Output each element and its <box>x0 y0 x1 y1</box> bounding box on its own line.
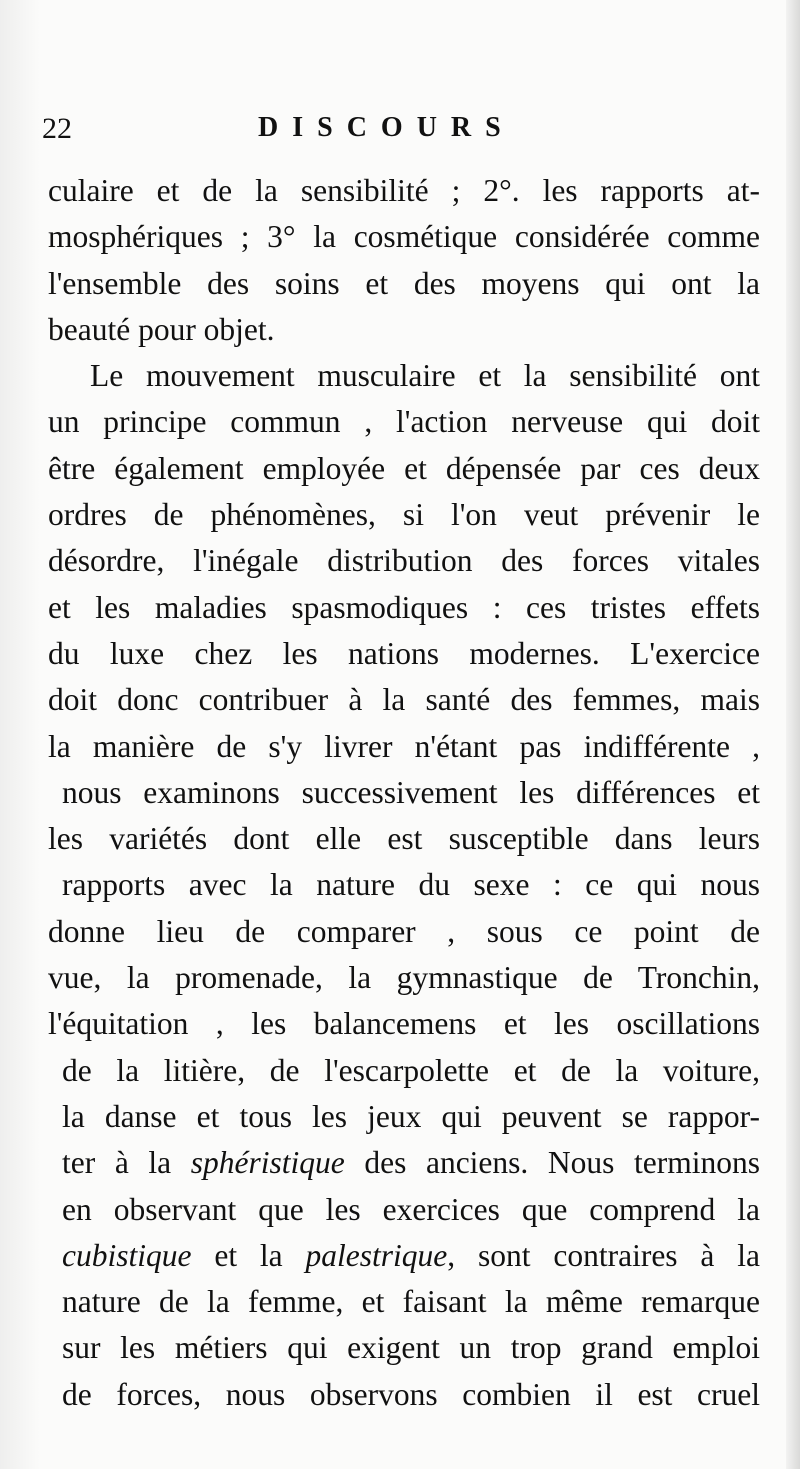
text-line: culaire et de la sensibilité ; 2°. les rapports at- <box>48 173 760 208</box>
text-segment: et la <box>191 1237 306 1273</box>
text-line: être également employée et dépensée par ces deux <box>48 450 760 486</box>
text-line: la manière de s'y livrer n'étant pas indifférente , <box>48 728 760 764</box>
text-segment: ter à la <box>62 1145 191 1181</box>
text-line: doit donc contribuer à la santé des femmes, mais <box>48 682 760 718</box>
text-line: un principe commun , l'action nerveuse qui doit <box>48 404 760 440</box>
page-header <box>42 112 742 162</box>
text-segment: , sont contraires à la <box>447 1237 760 1273</box>
running-head: DISCOURS <box>258 112 515 143</box>
text-line: en observant que les exercices que comprend la <box>62 1191 760 1227</box>
text-line: ordres de phénomènes, si l'on veut prévenir le <box>48 497 760 533</box>
text-line: du luxe chez les nations modernes. L'exercice <box>48 635 760 671</box>
text-segment: des anciens. Nous terminons <box>344 1145 760 1181</box>
text-line: l'ensemble des soins et des moyens qui ont la <box>48 265 760 301</box>
paragraph-start-line: Le mouvement musculaire et la sensibilité ont <box>90 358 760 394</box>
body-text <box>48 168 760 1418</box>
text-line: la danse et tous les jeux qui peuvent se rappor- <box>62 1098 760 1134</box>
italic-term-cubistique: cubistique <box>62 1237 192 1273</box>
page-number: 22 <box>42 112 72 145</box>
text-line: de la litière, de l'escarpolette et de la voiture, <box>62 1052 760 1088</box>
text-line-with-italic <box>48 1140 760 1186</box>
text-line: nous examinons successivement les différences et <box>62 774 760 810</box>
text-line: vue, la promenade, la gymnastique de Tronchin, <box>48 960 760 996</box>
page-gutter-shadow <box>0 0 40 1469</box>
text-line: l'équitation , les balancemens et les oscillations <box>48 1006 760 1042</box>
italic-term-palestrique: palestrique <box>305 1237 448 1273</box>
text-line: mosphériques ; 3° la cosmétique considérée comme <box>48 219 760 255</box>
text-line: beauté pour objet. <box>48 311 275 347</box>
text-line: de forces, nous observons combien il est cruel <box>62 1376 760 1412</box>
text-line: désordre, l'inégale distribution des forces vitales <box>48 543 760 579</box>
page-edge <box>786 0 800 1469</box>
text-line: sur les métiers qui exigent un trop grand emploi <box>62 1330 760 1366</box>
italic-term-spheristique: sphéristique <box>190 1145 345 1181</box>
text-line: nature de la femme, et faisant la même remarque <box>62 1284 760 1320</box>
text-line: rapports avec la nature du sexe : ce qui nous <box>62 867 760 903</box>
text-line: donne lieu de comparer , sous ce point de <box>48 913 760 949</box>
text-line: les variétés dont elle est susceptible dans leurs <box>48 821 760 857</box>
text-line-with-italic <box>48 1233 760 1279</box>
text-line: et les maladies spasmodiques : ces tristes effets <box>48 589 760 625</box>
